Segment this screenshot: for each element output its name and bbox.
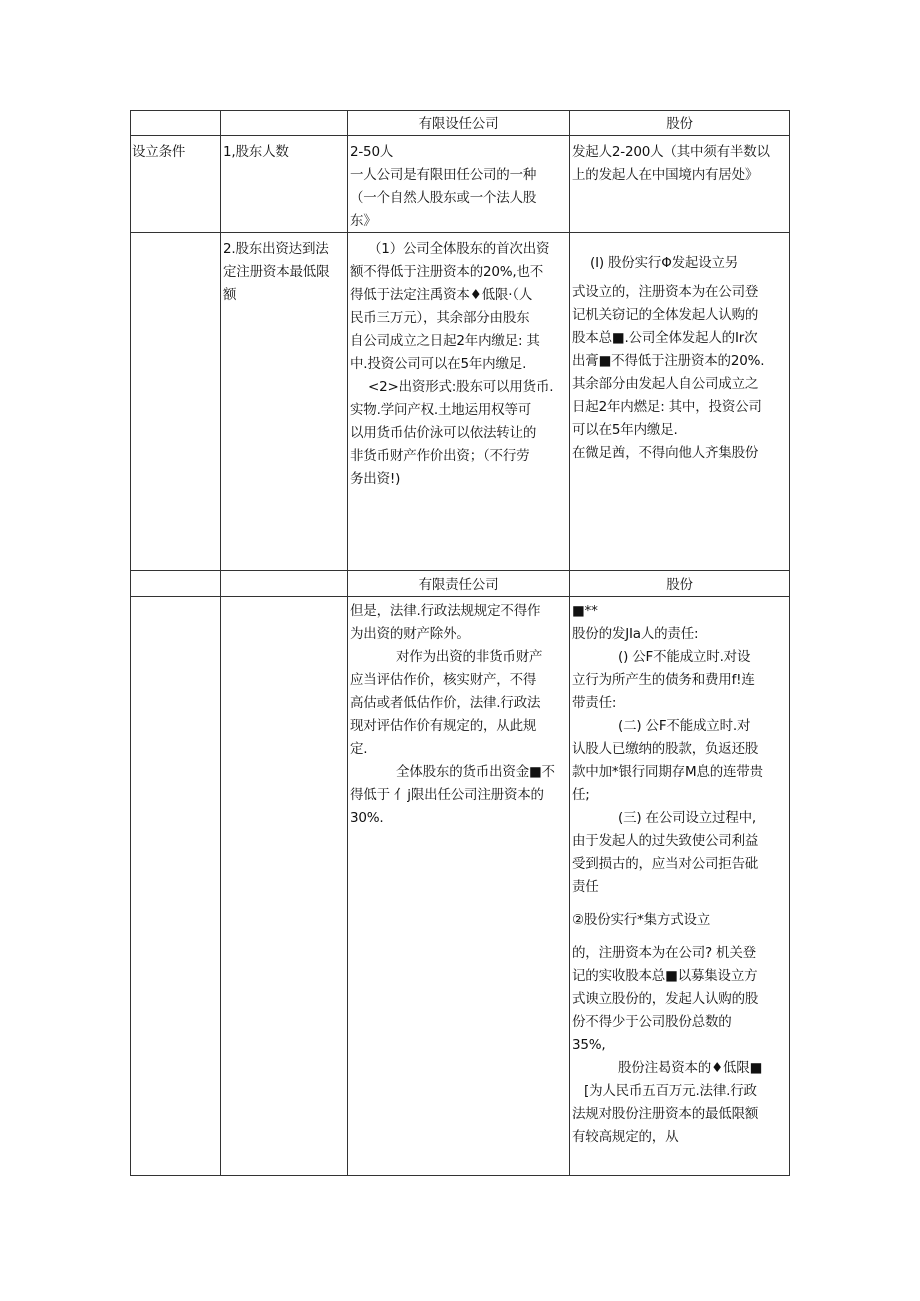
row2-col3-line: 额不得低于注册资本的20%,也不 [350,264,544,280]
row2-col3-line: 以用货币估价泳可以依法转让的 [350,425,537,441]
header-llc: 有限设任公司 [418,116,499,132]
header-joint-stock-repeat: 股份 [666,577,693,593]
row3-col4-line: 份不得少于公司股份总数的 [572,1014,732,1030]
row2-col3-line: 得低于法定注禹资本♦低限·（人 [350,287,533,303]
header-joint-stock: 股份 [666,116,693,132]
row3-col4-line: (二) 公F不能成立时.对 [618,718,751,734]
row3-col4-line: 股份的发JIa人的责任: [572,626,699,642]
row3-col4-line: 有较高规定的，从 [572,1129,679,1145]
row1-col4 [572,141,770,187]
row2-col4-line: 在微足酋，不得向他人齐集股份 [572,445,759,461]
row3-col4-line: 款中加*银行同期存M息的连带贵 [572,764,763,780]
row3-col4-line: 记的实收股本总■以募集设立方 [572,968,758,984]
row2-col3 [350,238,553,491]
row3-col3-line: 应当评估作价，核实财产，不得 [350,672,537,688]
row3-col4 [572,600,763,1149]
table-border-left [130,110,131,1176]
row1-col3 [350,141,536,233]
row3-col4-line: 式谀立股份的，发起人认购的股 [572,991,759,1007]
row2-col4-line: 日起2年内燃足: 其中，投资公司 [572,399,762,415]
row2-col4-line: 式设立的，注册资本为在公司登 [572,284,759,300]
row3-col4-line: 法规对股份注册资本的最低限额 [572,1106,759,1122]
row3-col4-line: 的，注册资本为在公司? 机关登 [572,945,756,961]
row3-col4-line: 任; [572,787,590,803]
comparison-table [130,110,790,1176]
table-border-right [789,110,790,1176]
row3-col3-line: 高估或者低估作价，法律.行政法 [350,695,541,711]
row3-col3-line: 定. [350,741,368,757]
row3-col3-line: 得低于 亻j限出任公司注册资本的 [350,787,544,803]
row2-col4-line: 股本总■.公司全体发起人的Ir次 [572,330,758,346]
row1-col3-line: 一人公司是有限田任公司的一种 [350,167,537,183]
row2-col2-line: 2.股东出资达到法 [223,241,329,257]
table-border-bottom [130,1175,790,1176]
row2-col4-line: (I) 股份实行Φ发起设立另 [590,255,739,271]
row2-col3-line: 自公司成立之日起2年内缴足: 其 [350,333,540,349]
row2-col2-line: 额 [223,287,237,303]
row3-col4-line: 35%, [572,1037,606,1053]
row1-col1-text: 设立条件 [132,144,186,160]
row3-col4-line: [为人民币五百万元.法律.行政 [584,1083,757,1099]
column-divider-3 [569,110,570,1176]
row3-col3-line: 全体股东的货币出资金■不 [396,764,555,780]
column-divider-1 [220,110,221,1176]
row3-col4-line: () 公F不能成立时.对设 [618,649,751,665]
row2-col2 [223,238,329,307]
row1-col4-line: 上的发起人在中国境内有居处》 [572,167,759,183]
header-llc-repeat: 有限责任公司 [418,577,499,593]
row-label-establishment-conditions [132,141,185,164]
row1-col3-line: （一个自然人股东或一个法人股 [350,190,537,206]
row2-col4-line: 记机关窃记的全体发起人认购的 [572,307,759,323]
row2-col3-line: 实物.学问产权.土地运用权等可 [350,402,532,418]
row3-col4-line: 认股人已缴纳的股款，负返还股 [572,741,759,757]
row3-col4-line: 责任 [572,879,599,895]
row2-col3-line: 务出资!) [350,471,401,487]
column-divider-2 [347,110,348,1176]
row2-col4-line: 出膏■不得低于注册资本的20%. [572,353,765,369]
row2-col4-line: 可以在5年内缴足. [572,422,678,438]
row3-col3-line: 但是，法律.行政法规规定不得作 [350,603,541,619]
row3-col4-line: 由于发起人的过失致使公司利益 [572,833,759,849]
row3-col4-line: 立行为所产生的债务和费用f!连 [572,672,755,688]
row2-col4 [572,252,764,465]
row3-col4-line: ②股份实行*集方式设立 [572,912,711,928]
row3-col3-line: 现对评估作价有规定的，从此规 [350,718,537,734]
row2-col3-line: 中.投资公司可以在5年内缴足. [350,356,527,372]
row3-col4-line: ■** [572,603,598,619]
row3-col4-line: 受到损古的，应当对公司拒告砒 [572,856,759,872]
row-divider-row2 [130,570,790,571]
row2-col4-line: 其余部分由发起人自公司成立之 [572,376,759,392]
row3-col3-line: 30%. [350,810,384,826]
row1-col2 [223,141,289,164]
row3-col3-line: 对作为出资的非货币财产 [396,649,543,665]
row2-col2-line: 定注册资本最低限 [223,264,330,280]
row1-col4-line: 发起人2-200人（其中须有半数以 [572,144,770,160]
row2-col3-line: （1）公司全体股东的首次出资 [368,241,550,257]
table-border-top [130,110,790,111]
shareholder-count-label: 1,股东人数 [223,144,289,160]
row1-col3-line: 东》 [350,213,377,229]
row2-col3-line: <2>出资形式:股东可以用货币. [368,379,554,395]
row1-col3-line: 2-50人 [350,144,394,160]
row3-col4-line: 带责任: [572,695,617,711]
row2-col3-line: 民币三万元），其余部分由股东 [350,310,530,326]
row2-col3-line: 非货币财产作价出资；（不行劳 [350,448,530,464]
row3-col3 [350,600,555,830]
row3-col4-line: (三) 在公司设立过程中, [618,810,757,826]
row3-col3-line: 为出资的财产除外。 [350,626,470,642]
row3-col4-line: 股份注曷资本的♦低限■ [618,1060,763,1076]
